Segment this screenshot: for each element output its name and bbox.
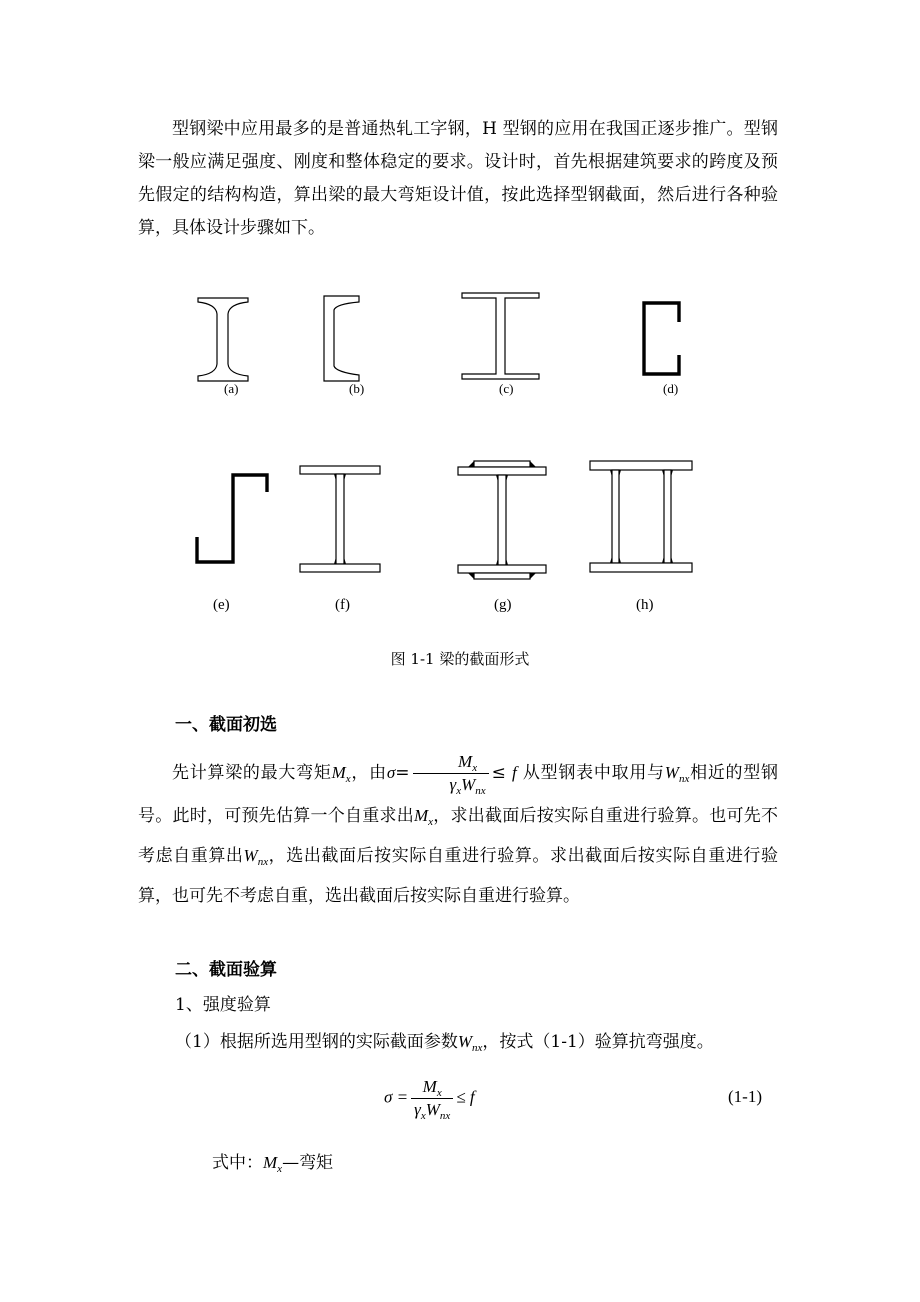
section-h-bottom-flange <box>590 563 692 572</box>
figure-label-h: (h) <box>636 597 654 613</box>
section-c-h-beam <box>462 293 539 379</box>
section-g-web <box>498 475 506 565</box>
figure-label-d: (d) <box>663 381 679 396</box>
section-f-bottom-flange <box>300 564 380 572</box>
section-g-bottom-flange <box>458 565 546 573</box>
section-d-cold-formed-channel <box>644 303 679 374</box>
figure-label-a: (a) <box>224 381 239 396</box>
section-g-top-flange <box>458 467 546 475</box>
section-h-left-web <box>612 470 619 563</box>
section-b-channel <box>324 296 359 381</box>
section-f-web <box>336 474 344 564</box>
section-h-right-web <box>664 470 671 563</box>
section-e-z-section <box>197 475 267 562</box>
section-g-top-cover-plate <box>474 461 530 467</box>
item-1-text: （1）根据所选用型钢的实际截面参数$W_{nx}$，按式（1-1）验算抗弯强度。 <box>175 1032 714 1054</box>
section-1-paragraph: 先计算梁的最大弯矩$M_x$，由σ= $\frac{M_x}{\gamma_xW_{nx}}$ ≤ f 从型钢表中取用与$W_{nx}$相近的型钢号。此时，可预先估算一个自重求出$M_x$，求出截面后按实际自重进行验算。也可先不考虑自重算出$W_{nx}$，选出截面后按实际自重进行验算。求出截面后按实际自重进行验算，也可先不考虑自重，选出截面后按实际自重进行验算。 <box>138 752 779 906</box>
figure-label-e: (e) <box>213 597 230 613</box>
section-f-top-flange <box>300 466 380 474</box>
figure-label-b: (b) <box>349 381 365 396</box>
where-clause: 式中：$M_x—$弯矩 <box>212 1153 334 1175</box>
strength-fraction-inline: $\frac{M_x}{\gamma_xW_{nx}}$ <box>413 751 489 796</box>
section-g-bottom-cover-plate <box>474 573 530 579</box>
subheading-strength-check: 1、强度验算 <box>175 995 271 1015</box>
figure-label-g: (g) <box>494 597 512 613</box>
section-h-top-flange <box>590 461 692 470</box>
figure-label-f: (f) <box>335 597 350 613</box>
figure-caption: 图 1-1 梁的截面形式 <box>390 650 530 668</box>
intro-paragraph: 型钢梁中应用最多的是普通热轧工字钢，H 型钢的应用在我国正逐步推广。型钢梁一般应满足强度、刚度和整体稳定的要求。设计时，首先根据建筑要求的跨度及预先假定的结构构造，算出梁的最大弯矩设计值，按此选择型钢截面，然后进行各种验算，具体设计步骤如下。 <box>138 119 778 238</box>
equation-number: (1-1) <box>728 1087 762 1106</box>
figure-label-c: (c) <box>499 381 514 396</box>
equation-1-1: σ = $\frac{M_x}{\gamma_xW_{nx}}$ ≤ f <box>384 1077 475 1122</box>
beam-sections-figure <box>0 280 920 640</box>
section-1-heading: 一、截面初选 <box>175 715 277 735</box>
section-2-heading: 二、截面验算 <box>175 960 277 980</box>
section-a-i-beam <box>198 298 248 381</box>
